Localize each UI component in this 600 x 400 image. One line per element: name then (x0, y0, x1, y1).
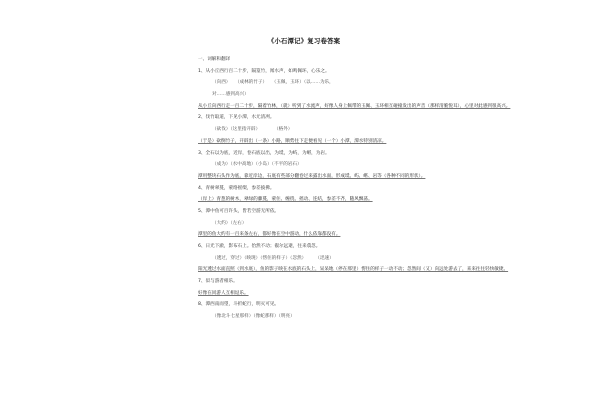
question-line: 7、似与游者相乐。 (198, 279, 238, 285)
question-line: 6、日光下澈，影布石上。佁然不动；俶尔远逝，往来翕忽。 (198, 244, 321, 249)
answer-line: 好像在同游人互相逗乐。 (198, 290, 249, 296)
gloss-line: （砍伐）（这里指开辟） （格外） (212, 127, 293, 133)
question-line: 3、全石以为底，近岸，卷石底以出，为坻，为屿，为嵁，为岩。 (198, 150, 330, 156)
document-body (198, 36, 511, 326)
question-line: 5、潭中鱼可百许头，皆若空游无所依。 (198, 208, 280, 214)
answer-line: 潭里的鱼大约有一百来条左右，都好像在空中游动，什么依靠都没有。 (198, 232, 341, 238)
gloss-line: （透过，穿过）（映现）（愣住的样子）（忽然） （迅速） (212, 255, 334, 261)
answer-line: 从小丘向西行走一百二十步，隔着竹林，（就）听到了水流声，好像人身上佩带的玉佩、玉环相互碰撞发出的声音（那样清脆悦耳），心里对此感到很高兴。 (198, 103, 511, 109)
question-line: 1、从小丘西行百二十步，隔篁竹，闻水声，如鸣佩环，心乐之。 (198, 68, 330, 74)
document-title: 《小石潭记》复习卷答案 (267, 37, 341, 45)
gloss-line: （像北斗七星那样）（像蛇那样）（明亮） (212, 314, 295, 320)
answer-line: 潭用整块石头作为底，靠近岸边，石底有些部分翻卷过来露出水面，形成坻、屿、嵁、岩等（各种不同的形状）。 (198, 173, 426, 179)
question-line: 8、潭西南而望，斗折蛇行，明灭可见。 (198, 302, 280, 308)
answer-line: （岸上）青葱的树木，翠绿的藤蔓，蒙住、缠绕、摇动、连结，参差不齐，随风飘荡。 (198, 197, 373, 203)
question-line: 2、伐竹取道，下见小潭，水尤清冽。 (198, 115, 275, 121)
answer-line: 阳光透过水面直照（到水底），鱼的影子映在水底的石头上，呆呆地（停在那里）愣住的样子一动不动；忽然间（又）向远处游去了，来来往往轻快敏捷。 (198, 267, 509, 273)
gloss-line: （向西） （成林的竹子） （玉佩，玉环）（以……为乐， (212, 80, 334, 86)
question-line: 一、词解和翻译 (198, 57, 231, 62)
gloss-line: 对……感到高兴） (212, 92, 249, 98)
gloss-line: （成为）（水中高地）（小岛）（不平的岩石） (212, 162, 302, 168)
answer-line: （于是）砍倒竹子，开辟出（一条）小路，顺势往下走便看见（一个）小潭，潭水特别清凉。 (198, 138, 387, 144)
question-line: 4、青树翠蔓，蒙络摇缀，参差披拂。 (198, 185, 275, 191)
answer-list (198, 57, 511, 326)
gloss-line: （大约）（左右） (212, 220, 247, 226)
